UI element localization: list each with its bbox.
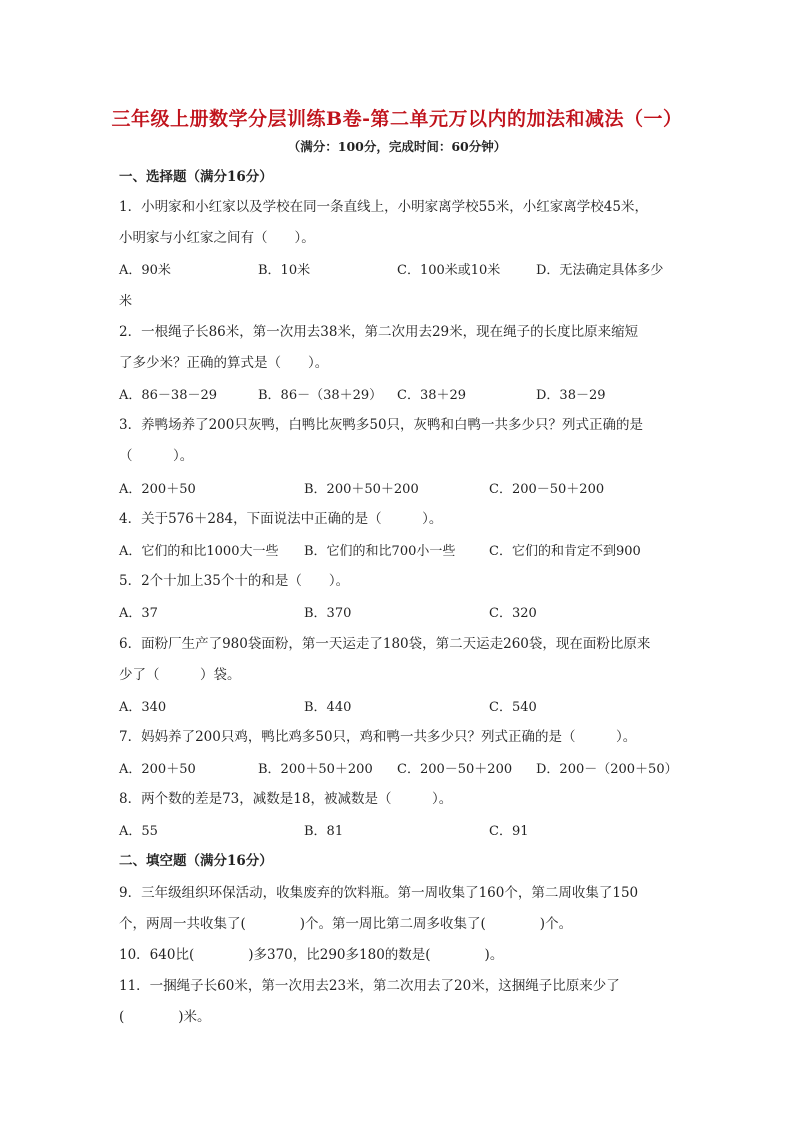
question-7-option-d: D．200－（200＋50）	[536, 762, 678, 777]
question-1-option-d: D．无法确定具体多少	[536, 263, 664, 278]
question-3-option-a: A．200＋50	[119, 482, 196, 497]
question-1-option-a: A．90米	[119, 263, 171, 278]
question-4-option-b: B．它们的和比700小一些	[304, 544, 456, 559]
question-4-option-a: A．它们的和比1000大一些	[119, 544, 279, 559]
question-3-option-c: C．200－50＋200	[489, 482, 605, 497]
question-10-line-1: 10．640比( )多370，比290多180的数是( )。	[119, 947, 504, 963]
question-2-option-d: D．38－29	[536, 388, 606, 403]
question-6-option-a: A．340	[119, 700, 167, 715]
question-2-option-a: A．86－38－29	[119, 388, 218, 403]
question-8-option-a: A．55	[119, 824, 158, 839]
question-5-line-1: 5．2个十加上35个十的和是（ ）。	[119, 573, 350, 589]
question-3-line-2: （ ）。	[119, 448, 194, 464]
question-5-option-b: B．370	[304, 606, 352, 621]
question-11-line-2: ( )米。	[119, 1009, 211, 1025]
question-1-option-d-wrap: 米	[119, 294, 133, 309]
question-4-option-c: C．它们的和肯定不到900	[489, 544, 641, 559]
section-heading-choice: 一、选择题（满分16分）	[119, 169, 273, 185]
question-6-option-c: C．540	[489, 700, 537, 715]
question-4-line-1: 4．关于576＋284，下面说法中正确的是（ ）。	[119, 511, 443, 527]
question-6-line-2: 少了（ ）袋。	[119, 667, 241, 683]
section-heading-fill-in: 二、填空题（满分16分）	[119, 853, 273, 869]
page-subtitle: （满分：100分，完成时间：60分钟）	[287, 139, 507, 154]
question-1-option-b: B．10米	[258, 263, 311, 278]
question-1-line-1: 1．小明家和小红家以及学校在同一条直线上，小明家离学校55米，小红家离学校45米，	[119, 199, 648, 215]
question-1-option-c: C．100米或10米	[397, 263, 501, 278]
page-title: 三年级上册数学分层训练B卷-第二单元万以内的加法和减法（一）	[111, 108, 683, 130]
question-7-option-c: C．200－50＋200	[397, 762, 513, 777]
question-5-option-a: A．37	[119, 606, 158, 621]
question-9-line-1: 9．三年级组织环保活动，收集废弃的饮料瓶。第一周收集了160个，第二周收集了150	[119, 885, 639, 901]
question-11-line-1: 11．一捆绳子长60米，第一次用去23米，第二次用去了20米，这捆绳子比原来少了	[119, 978, 620, 994]
question-7-option-a: A．200＋50	[119, 762, 196, 777]
question-6-line-1: 6．面粉厂生产了980袋面粉，第一天运走了180袋，第二天运走260袋，现在面粉比原来	[119, 636, 651, 652]
question-9-line-2: 个，两周一共收集了( )个。第一周比第二周多收集了( )个。	[119, 916, 573, 932]
question-8-option-c: C．91	[489, 824, 529, 839]
question-1-line-2: 小明家与小红家之间有（ ）。	[119, 230, 315, 246]
question-6-option-b: B．440	[304, 700, 352, 715]
question-2-option-b: B．86－（38＋29）	[258, 388, 383, 403]
question-7-line-1: 7．妈妈养了200只鸡，鸭比鸡多50只，鸡和鸭一共多少只？列式正确的是（ ）。	[119, 729, 637, 745]
question-2-option-c: C．38＋29	[397, 388, 467, 403]
question-2-line-2: 了多少米？正确的算式是（ ）。	[119, 355, 329, 371]
question-2-line-1: 2．一根绳子长86米，第一次用去38米，第二次用去29米，现在绳子的长度比原来缩短	[119, 324, 639, 340]
question-3-option-b: B．200＋50＋200	[304, 482, 419, 497]
question-7-option-b: B．200＋50＋200	[258, 762, 373, 777]
question-8-option-b: B．81	[304, 824, 344, 839]
question-3-line-1: 3．养鸭场养了200只灰鸭，白鸭比灰鸭多50只，灰鸭和白鸭一共多少只？列式正确的是	[119, 417, 644, 433]
question-5-option-c: C．320	[489, 606, 537, 621]
question-8-line-1: 8．两个数的差是73，减数是18，被减数是（ ）。	[119, 791, 453, 807]
